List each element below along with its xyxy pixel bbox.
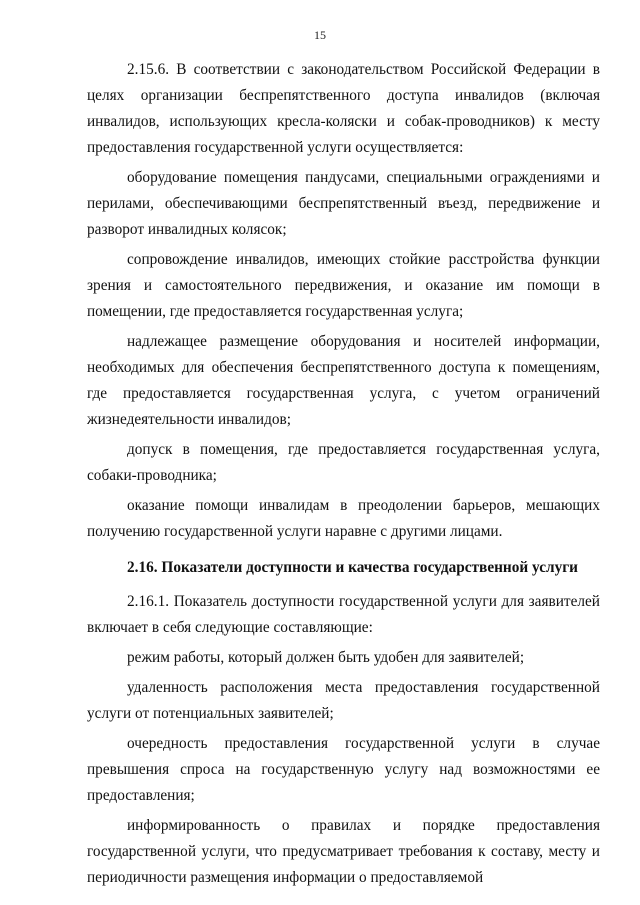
list-item-ramps: оборудование помещения пандусами, специальными ограждениями и перилами, обеспечивающими беспрепятственный въезд, передвижение и разворот инвалидных колясок; (87, 169, 600, 238)
list-item-equipment: надлежащее размещение оборудования и носителей информации, необходимых для обеспечения беспрепятственного доступа к помещениям, где предоставляется государственная услуга, с учетом ограничений жизнедеятельности инвалидов; (87, 333, 600, 428)
list-item-distance: удаленность расположения места предоставления государственной услуги от потенциальных заявителей; (87, 679, 600, 722)
paragraph-2-16-1: 2.16.1. Показатель доступности государственной услуги для заявителей включает в себя следующие составляющие: (87, 593, 600, 636)
list-item-guide-dog: допуск в помещения, где предоставляется государственная услуга, собаки-проводника; (87, 441, 600, 484)
page-number: 15 (314, 28, 326, 42)
section-heading: 2.16. Показатели доступности и качества государственной услуги (127, 559, 578, 576)
list-item-awareness: информированность о правилах и порядке предоставления государственной услуги, что предусматривает требования к составу, месту и периодичности размещения информации о предоставляемой (87, 817, 600, 886)
document-body (87, 57, 600, 891)
list-item-escort: сопровождение инвалидов, имеющих стойкие расстройства функции зрения и самостоятельного передвижения, и оказание им помощи в помещении, где предоставляется государственная услуга; (87, 251, 600, 320)
list-item-assistance: оказание помощи инвалидам в преодолении барьеров, мешающих получению государственной услуги наравне с другими лицами. (87, 497, 600, 540)
list-item-queue: очередность предоставления государственной услуги в случае превышения спроса на государственную услугу над возможностями ее предоставления; (87, 735, 600, 804)
list-item-schedule: режим работы, который должен быть удобен для заявителей; (127, 649, 525, 666)
paragraph-2-15-6: 2.15.6. В соответствии с законодательством Российской Федерации в целях организации беспрепятственного доступа инвалидов (включая инвалидов, использующих кресла-коляски и собак-проводников) к месту предоставления государственной услуги осуществляется: (87, 61, 600, 156)
